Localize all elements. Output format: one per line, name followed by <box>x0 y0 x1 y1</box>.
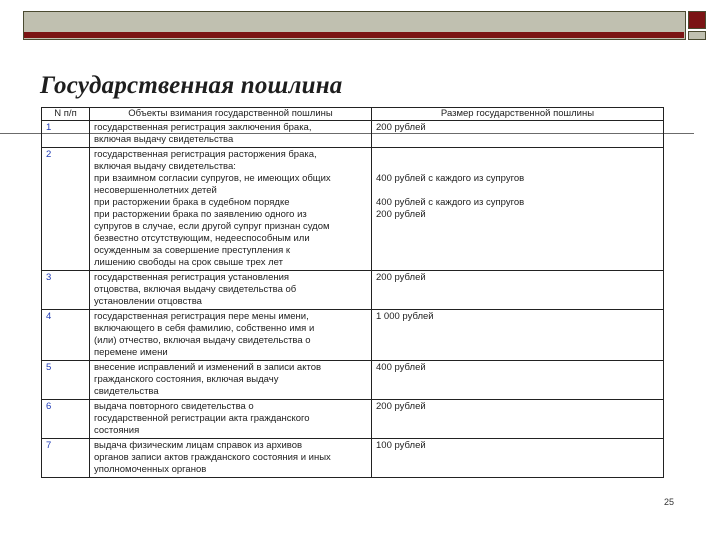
fee-line: 400 рублей с каждого из супругов <box>376 173 525 184</box>
table-header-row <box>42 108 664 121</box>
fee-line <box>376 161 660 173</box>
row-object <box>90 310 372 361</box>
fee-line: 200 рублей <box>376 209 426 220</box>
object-line: установлении отцовства <box>94 296 202 307</box>
fee-line <box>376 185 660 197</box>
object-line: осужденным за совершение преступления к <box>94 245 291 256</box>
row-number: 2 <box>42 148 90 271</box>
fee-line: 1 000 рублей <box>376 311 434 322</box>
object-line: несовершеннолетних детей <box>94 185 217 196</box>
object-line: при расторжении брака по заявлению одного из <box>94 209 307 220</box>
object-line: включая выдачу свидетельства <box>94 134 234 145</box>
object-line: государственная регистрация пере мены имени, <box>94 311 309 322</box>
object-line: органов записи актов гражданского состояния и иных <box>94 452 331 463</box>
fee-line: 400 рублей <box>376 362 426 373</box>
row-object <box>90 271 372 310</box>
row-fee <box>372 271 664 310</box>
table-row <box>42 439 664 478</box>
object-line: выдача физическим лицам справок из архивов <box>94 440 303 451</box>
row-object <box>90 148 372 271</box>
header-decorative-square-top <box>688 11 706 29</box>
header-object: Объекты взимания государственной пошлины <box>90 108 372 121</box>
fee-line: 200 рублей <box>376 122 426 133</box>
row-fee <box>372 148 664 271</box>
object-line: внесение исправлений и изменений в записи актов <box>94 362 322 373</box>
object-line: супругов в случае, если другой супруг признан судом <box>94 221 330 232</box>
object-line: отцовства, включая выдачу свидетельства об <box>94 284 297 295</box>
row-object <box>90 121 372 148</box>
object-line: включающего в себя фамилию, собственно имя и <box>94 323 315 334</box>
row-number: 3 <box>42 271 90 310</box>
row-object <box>90 400 372 439</box>
row-fee <box>372 400 664 439</box>
table-row <box>42 148 664 271</box>
row-fee <box>372 361 664 400</box>
row-object <box>90 361 372 400</box>
object-line: перемене имени <box>94 347 168 358</box>
row-number: 5 <box>42 361 90 400</box>
row-number: 1 <box>42 121 90 148</box>
table-row <box>42 310 664 361</box>
object-line: включая выдачу свидетельства: <box>94 161 236 172</box>
object-line: государственная регистрация заключения брака, <box>94 122 312 133</box>
object-line: государственная регистрация установления <box>94 272 290 283</box>
row-fee <box>372 310 664 361</box>
object-line: государственная регистрация расторжения брака, <box>94 149 317 160</box>
object-line: состояния <box>94 425 140 436</box>
object-line: при взаимном согласии супругов, не имеющих общих <box>94 173 331 184</box>
row-number: 7 <box>42 439 90 478</box>
header-decorative-square-bottom <box>688 31 706 40</box>
row-fee <box>372 439 664 478</box>
object-line: при расторжении брака в судебном порядке <box>94 197 290 208</box>
row-number: 4 <box>42 310 90 361</box>
fee-line: 100 рублей <box>376 440 426 451</box>
page-number: 25 <box>664 497 675 507</box>
table-row <box>42 121 664 148</box>
fee-table <box>41 107 664 478</box>
fee-line: 200 рублей <box>376 401 426 412</box>
object-line: государственной регистрации акта гражданского <box>94 413 310 424</box>
object-line: выдача повторного свидетельства о <box>94 401 254 412</box>
slide-title: Государственная пошлина <box>40 72 343 99</box>
fee-line <box>376 149 660 161</box>
header-decorative-stripe <box>24 32 684 38</box>
table-row <box>42 271 664 310</box>
table-row <box>42 361 664 400</box>
table-row <box>42 400 664 439</box>
row-number: 6 <box>42 400 90 439</box>
object-line: безвестно отсутствующим, недееспособным или <box>94 233 310 244</box>
row-object <box>90 439 372 478</box>
row-fee <box>372 121 664 148</box>
object-line: гражданского состояния, включая выдачу <box>94 374 279 385</box>
object-line: (или) отчество, включая выдачу свидетельства о <box>94 335 311 346</box>
object-line: уполномоченных органов <box>94 464 207 475</box>
object-line: лишению свободы на срок свыше трех лет <box>94 257 283 268</box>
object-line: свидетельства <box>94 386 159 397</box>
header-fee: Размер государственной пошлины <box>372 108 664 121</box>
fee-line: 400 рублей с каждого из супругов <box>376 197 525 208</box>
fee-line: 200 рублей <box>376 272 426 283</box>
header-number: N п/п <box>42 108 90 121</box>
